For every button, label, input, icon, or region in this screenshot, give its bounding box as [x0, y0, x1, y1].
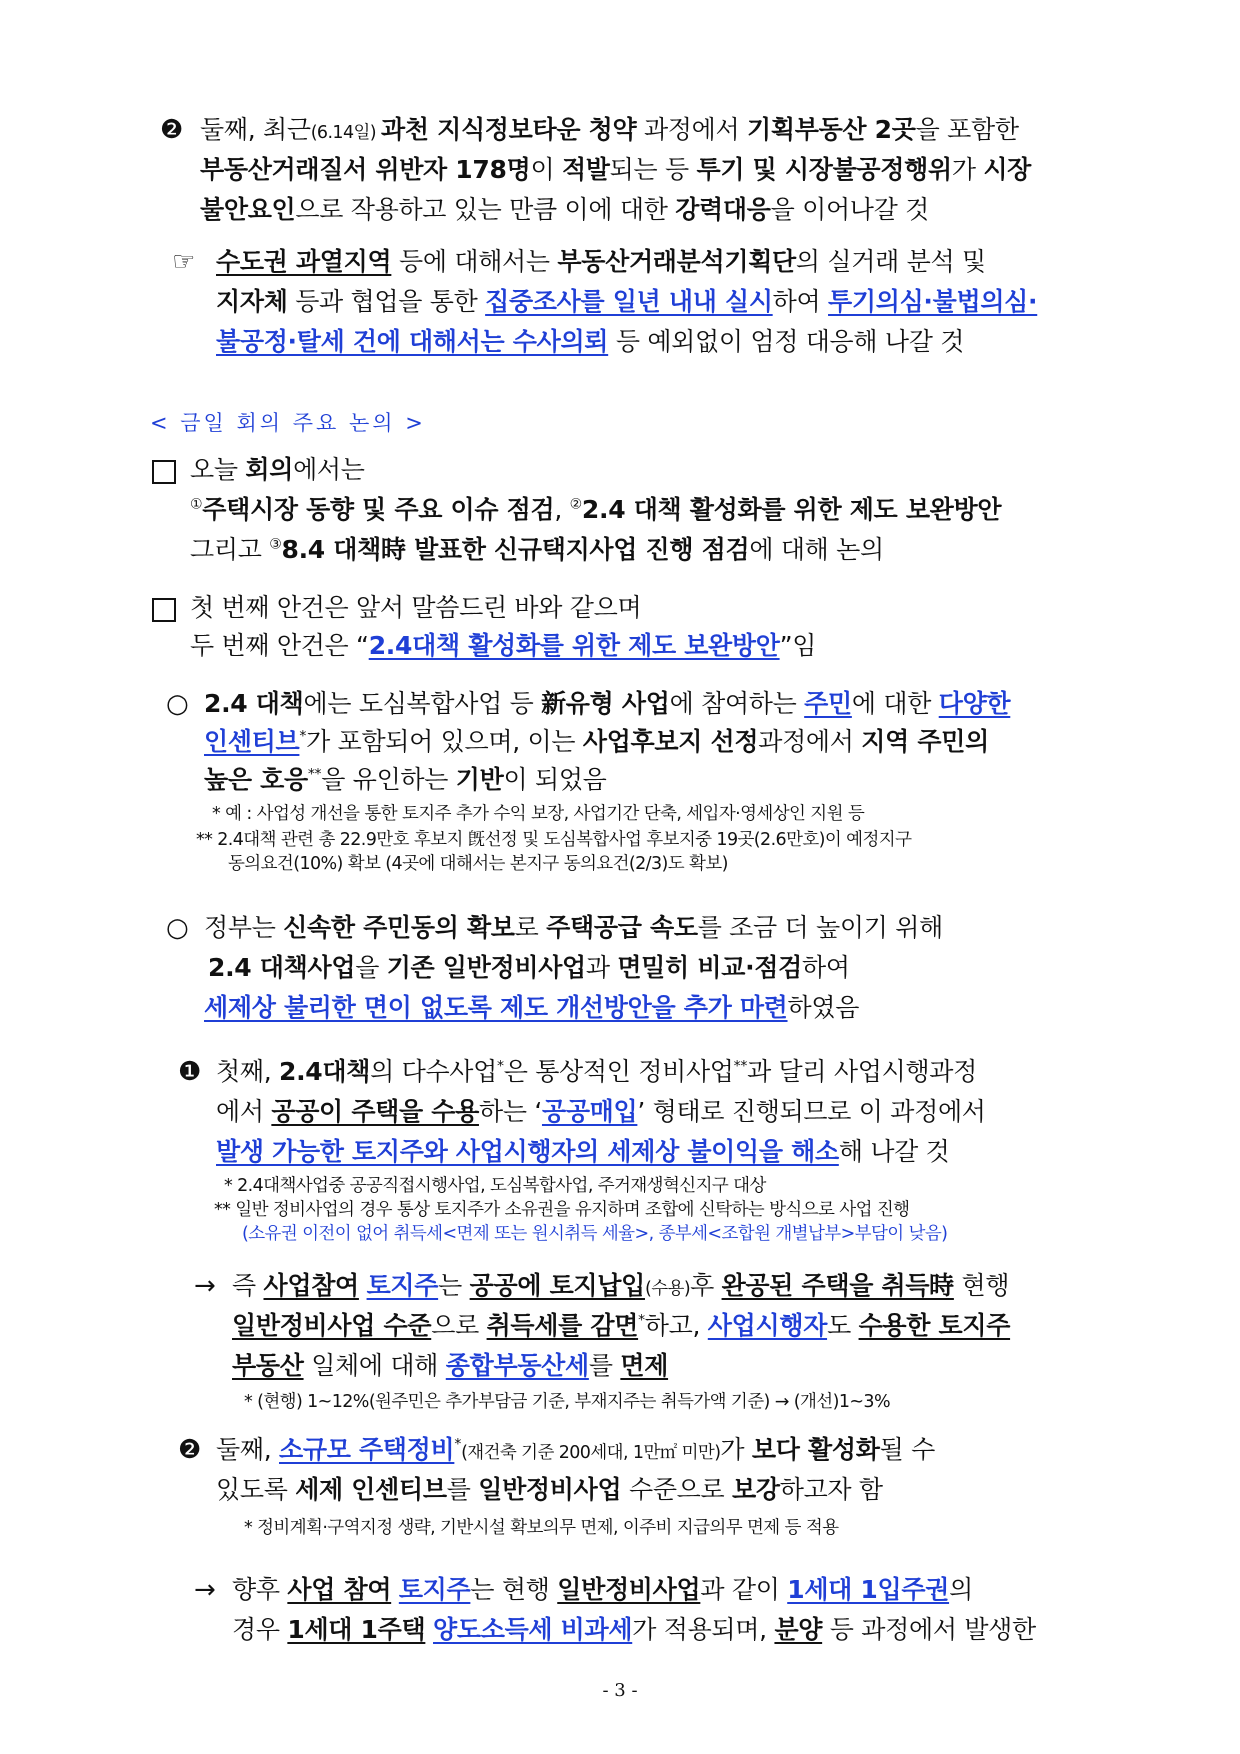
text-run: 부동산: [232, 1351, 304, 1380]
circle-bullet: ○: [166, 689, 189, 719]
text-run: 다양한: [938, 689, 1011, 718]
text-run: 인센티브: [204, 727, 300, 756]
o1-line-1: [204, 686, 1010, 722]
text-run: 수용한 토지주: [858, 1311, 1011, 1340]
text-run: 을 유인하는: [321, 765, 456, 794]
text-run: ’ 형태로 진행되므로 이 과정에서: [637, 1097, 986, 1126]
text-run: , 종부세: [648, 1224, 708, 1244]
text-run: 첫째,: [216, 1057, 279, 1086]
text-run: 도: [827, 1311, 859, 1340]
section-heading: < 금일 회의 주요 논의 >: [150, 411, 426, 435]
text-run: 을 이어나갈 것: [770, 195, 930, 224]
p1-note-3: [242, 1222, 947, 1246]
text-run: 1세대 1주택: [287, 1615, 426, 1644]
o2-line-2: [208, 950, 850, 986]
bullet-government: [166, 910, 1102, 1030]
box1-line-3: [190, 532, 884, 568]
text-run: 과천 지식정보타운 청약: [381, 115, 637, 144]
pointer-line-1: [216, 244, 986, 280]
agenda-box-1: [150, 452, 1102, 572]
text-run: 세제 인센티브: [295, 1475, 447, 1504]
circled-two-marker: ❷: [178, 1435, 202, 1465]
text-run: 공공매입: [541, 1097, 638, 1126]
text-run: 소규모 주택정비: [279, 1435, 455, 1464]
text-run: 는 현행: [470, 1575, 558, 1604]
text-run: **: [733, 1058, 748, 1075]
p1-line-1: [216, 1054, 977, 1090]
text-run: 첫 번째 안건은 앞서 말씀드린 바와 같으며: [190, 593, 642, 622]
text-run: 수도권 과열지역: [216, 247, 392, 276]
text-run: 투기 및 시장불공정행위: [696, 155, 952, 184]
box2-line-1: [190, 590, 641, 626]
pointing-hand-icon: ☞: [172, 247, 196, 277]
text-run: (소유권 이전이 없어 취득세: [242, 1224, 443, 1244]
text-run: 면제: [620, 1351, 669, 1380]
text-run: 등에 대해서는: [391, 247, 558, 276]
text-run: 하는 ‘: [478, 1097, 542, 1126]
text-run: 주택시장 동향 및 주요 이슈 점검: [202, 495, 555, 524]
arrow1-line-3: [232, 1348, 668, 1384]
box1-line-2: [190, 492, 1001, 528]
text-run: 부동산거래분석기획단: [557, 247, 796, 276]
text-run: 공공에 토지납입: [469, 1271, 645, 1300]
o1-note-2: ** 2.4대책 관련 총 22.9만호 후보지 旣선정 및 도심복합사업 후보지중 19곳(2.6만호)이 예정지구: [196, 830, 912, 850]
text-run: 에 대해 논의: [749, 535, 884, 564]
text-run: 부동산거래질서 위반자 178명: [200, 155, 531, 184]
text-run: 에 참여하는: [669, 689, 805, 718]
pointer-line-2: [216, 284, 1037, 320]
arrow1-note: * (현행) 1~12%(원주민은 추가부담금 기준, 부재지주는 취득가액 기준) → (개선)1~3%: [244, 1392, 890, 1412]
p1-line-2: [216, 1094, 986, 1130]
text-run: 적발: [561, 155, 610, 184]
text-run: 정부는: [204, 913, 284, 942]
text-run: 주택공급 속도: [546, 913, 698, 942]
arrow2-line-2: [232, 1612, 1036, 1648]
p2-line-1: [216, 1432, 935, 1468]
text-run: [359, 1271, 367, 1300]
text-run: 일반정비사업: [557, 1575, 701, 1604]
text-run: 과정에서: [636, 115, 748, 144]
text-run: 되는 등: [609, 155, 697, 184]
point-second: [178, 1432, 1102, 1552]
text-run: 의 다수사업: [370, 1057, 497, 1086]
text-run: 후: [690, 1271, 722, 1300]
text-run: 는: [438, 1271, 470, 1300]
text-run: 양도소득세 비과세: [433, 1615, 633, 1644]
bullet-incentives: [166, 686, 1102, 886]
p2-line-2: [216, 1472, 883, 1508]
text-run: 하여: [801, 953, 850, 982]
text-run: (6.14일): [310, 123, 381, 143]
text-run: 의: [949, 1575, 973, 1604]
text-run: 불안요인: [200, 195, 296, 224]
text-run: 이: [530, 155, 562, 184]
right-arrow-icon: →: [194, 1575, 216, 1605]
arrow-detail-1: [194, 1268, 1102, 1418]
text-run: 둘째,: [216, 1435, 279, 1464]
text-run: 집중조사를 일년 내내 실시: [485, 287, 773, 316]
text-run: 과 같이: [700, 1575, 788, 1604]
text-run: 일반정비사업: [478, 1475, 622, 1504]
text-run: 으로 작용하고 있는 만큼 이에 대한: [295, 195, 676, 224]
text-run: 주민: [804, 689, 852, 718]
text-run: 2.4대책 활성화를 위한 제도 보완방안: [368, 631, 780, 660]
text-run: 에 대한: [851, 689, 939, 718]
text-run: 보강: [732, 1475, 780, 1504]
text-run: 과: [585, 953, 618, 982]
o1-line-3: [204, 762, 607, 798]
text-run: 를: [446, 1475, 479, 1504]
text-run: 등 예외없이 엄정 대응해 나갈 것: [608, 327, 965, 356]
text-run: 시장: [983, 155, 1032, 184]
text-run: 지자체: [216, 287, 288, 316]
p2-note: * 정비계획·구역지정 생략, 기반시설 확보의무 면제, 이주비 지급의무 면제 등 적용: [244, 1518, 839, 1538]
arrow2-line-1: [232, 1572, 973, 1608]
text-run: 둘째, 최근: [200, 115, 311, 144]
text-run: 향후: [232, 1575, 288, 1604]
text-run: 등 과정에서 발생한: [822, 1615, 1036, 1644]
p1-note-2: ** 일반 정비사업의 경우 통상 토지주가 소유권을 유지하며 조합에 신탁하는 방식으로 사업 진행: [214, 1200, 910, 1220]
intro-line-1: [200, 112, 1019, 148]
circle-bullet: ○: [166, 913, 189, 943]
intro-line-2: [200, 152, 1031, 188]
text-run: 두 번째 안건은 “: [190, 631, 369, 660]
arrow1-line-2: [232, 1308, 1010, 1344]
text-run: [391, 1575, 399, 1604]
text-run: 에는 도심복합사업 등: [303, 689, 542, 718]
text-run: 을 포함한: [915, 115, 1019, 144]
text-run: 경우: [232, 1615, 288, 1644]
text-run: ③: [269, 536, 282, 553]
text-run: 토지주: [366, 1271, 439, 1300]
text-run: 과 달리 사업시행과정: [747, 1057, 978, 1086]
text-run: 은 통상적인 정비사업: [503, 1057, 734, 1086]
text-run: <조합원 개별납부>: [707, 1224, 855, 1244]
pointer-paragraph: [172, 244, 1102, 364]
text-run: 공공이 주택을 수용: [271, 1097, 479, 1126]
text-run: 에서는: [293, 455, 365, 484]
text-run: 세제상 불리한 면이 없도록 제도 개선방안을 추가 마련: [204, 993, 788, 1022]
right-arrow-icon: →: [194, 1271, 216, 1301]
arrow1-line-1: [232, 1268, 1009, 1304]
text-run: 기획부동산 2곳: [747, 115, 916, 144]
text-run: 기반: [455, 765, 504, 794]
text-run: 분양: [774, 1615, 823, 1644]
point-first: [178, 1054, 1102, 1274]
text-run: 일체에 대해: [303, 1351, 446, 1380]
text-run: [425, 1615, 433, 1644]
text-run: 등과 협업을 통한: [287, 287, 486, 316]
text-run: 완공된 주택을 취득時: [721, 1271, 954, 1300]
text-run: 일반정비사업 수준: [232, 1311, 432, 1340]
text-run: 투기의심·불법의심·: [828, 287, 1038, 316]
o2-line-1: [204, 910, 943, 946]
text-run: 하여: [772, 287, 829, 316]
text-run: 토지주: [398, 1575, 471, 1604]
text-run: 발생 가능한 토지주와 사업시행자의 세제상 불이익을 해소: [216, 1137, 839, 1166]
text-run: 수준으로: [621, 1475, 733, 1504]
text-run: 사업후보지 선정: [582, 727, 759, 756]
text-run: 가: [720, 1435, 752, 1464]
text-run: 2.4대책: [279, 1057, 371, 1086]
text-run: 하고자 함: [779, 1475, 883, 1504]
text-run: 회의: [245, 455, 294, 484]
page-number: - 3 -: [602, 1680, 638, 1701]
text-run: 보다 활성화: [751, 1435, 880, 1464]
text-run: 를 조금 더 높이기 위해: [697, 913, 943, 942]
intro-paragraph: [160, 112, 1100, 232]
text-run: 높은 호응: [204, 765, 308, 794]
text-run: 종합부동산세: [445, 1351, 589, 1380]
box2-line-2: [190, 628, 816, 664]
intro-line-3: [200, 192, 929, 228]
text-run: *: [638, 1312, 645, 1329]
circled-one-marker: ❶: [178, 1057, 202, 1087]
text-run: 을: [355, 953, 387, 982]
text-run: (수용): [644, 1279, 691, 1299]
text-run: 취득세를 감면: [486, 1311, 639, 1340]
text-run: 로: [514, 913, 547, 942]
o1-note-1: * 예 : 사업성 개선을 통한 토지주 추가 수익 보장, 사업기간 단축, 세입자·영세상인 지원 등: [212, 804, 865, 824]
text-run: 기존 일반정비사업: [386, 953, 586, 982]
text-run: 2.4 대책: [204, 689, 304, 718]
text-run: 현행: [953, 1271, 1010, 1300]
text-run: 으로: [431, 1311, 487, 1340]
checkbox-square-icon: [152, 460, 176, 484]
text-run: 2.4 대책사업: [208, 953, 356, 982]
agenda-box-2: [150, 590, 1102, 670]
o1-note-3: 동의요건(10%) 확보 (4곳에 대해서는 본지구 동의요건(2/3)도 확보): [228, 854, 728, 874]
text-run: *: [299, 728, 307, 745]
o1-line-2: [204, 724, 989, 760]
text-run: 과정에서: [758, 727, 862, 756]
text-run: ①: [190, 496, 203, 513]
text-run: 이 되었음: [503, 765, 607, 794]
text-run: 가: [951, 155, 984, 184]
text-run: 신속한 주민동의 확보: [283, 913, 515, 942]
text-run: *: [454, 1436, 462, 1453]
text-run: 지역 주민의: [861, 727, 989, 756]
text-run: 2.4 대책 활성화를 위한 제도 보완방안: [581, 495, 1002, 524]
text-run: 사업참여: [263, 1271, 359, 1300]
text-run: 부담이 낮음: [854, 1224, 942, 1244]
text-run: 8.4 대책時 발표한 신규택지사업 진행 점검: [281, 535, 750, 564]
text-run: *: [497, 1058, 504, 1075]
text-run: 오늘: [190, 455, 246, 484]
checkbox-square-icon: [152, 598, 176, 622]
text-run: 의 실거래 분석 및: [795, 247, 986, 276]
text-run: 사업시행자: [707, 1311, 828, 1340]
text-run: **: [307, 766, 322, 783]
text-run: 면밀히 비교·점검: [617, 953, 802, 982]
text-run: 가 포함되어 있으며, 이는: [306, 727, 583, 756]
text-run: (재건축 기준 200세대, 1만㎡ 미만): [461, 1443, 721, 1463]
text-run: ”임: [779, 631, 817, 660]
o2-line-3: [204, 990, 859, 1026]
text-run: 될 수: [879, 1435, 935, 1464]
box1-line-1: [190, 452, 365, 488]
text-run: 가 적용되며,: [632, 1615, 775, 1644]
arrow-detail-2: [194, 1572, 1102, 1652]
text-run: 에서: [216, 1097, 272, 1126]
text-run: 1세대 1입주권: [787, 1575, 950, 1604]
text-run: 그리고: [190, 535, 270, 564]
text-run: ②: [569, 496, 582, 513]
text-run: 新유형 사업: [541, 689, 670, 718]
text-run: ,: [554, 495, 570, 524]
text-run: 있도록: [216, 1475, 296, 1504]
text-run: <면제 또는 원시취득 세율>: [442, 1224, 649, 1244]
text-run: 해 나갈 것: [838, 1137, 950, 1166]
text-run: 하였음: [787, 993, 860, 1022]
text-run: 를: [588, 1351, 621, 1380]
circled-two-marker: ❷: [160, 115, 184, 145]
text-run: 강력대응: [675, 195, 771, 224]
p1-line-3: [216, 1134, 950, 1170]
text-run: 불공정·탈세 건에 대해서는 수사의뢰: [216, 327, 609, 356]
p1-note-1: * 2.4대책사업중 공공직접시행사업, 도심복합사업, 주거재생혁신지구 대상: [224, 1176, 766, 1196]
text-run: 하고,: [644, 1311, 708, 1340]
text-run: 사업 참여: [287, 1575, 392, 1604]
text-run: 즉: [232, 1271, 264, 1300]
text-run: ): [941, 1224, 948, 1244]
pointer-line-3: [216, 324, 964, 360]
